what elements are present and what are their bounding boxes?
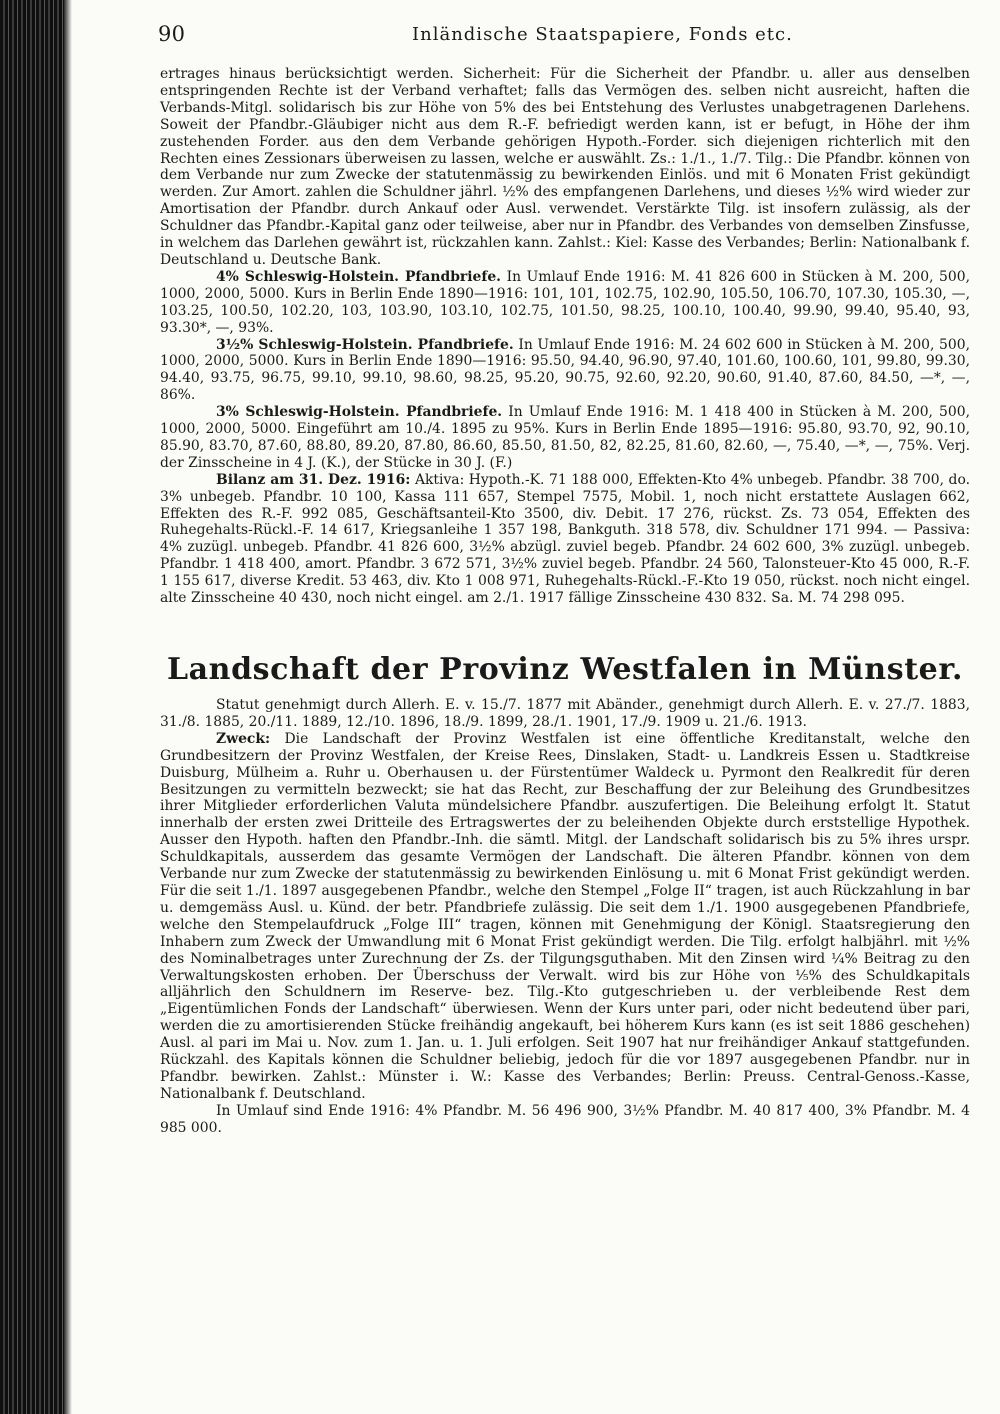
purpose-heading: Zweck: bbox=[216, 730, 271, 747]
document-page bbox=[100, 22, 980, 1402]
book-binding-edge bbox=[0, 0, 64, 1414]
entry-heading: 3½% Schleswig-Holstein. Pfandbriefe. bbox=[216, 336, 514, 353]
balance-heading: Bilanz am 31. Dez. 1916: bbox=[216, 471, 411, 488]
statute-paragraph: Statut genehmigt durch Allerh. E. v. 15./7. 1877 mit Abänder., genehmigt durch Allerh. E. v. 27./7. 1883, 31./8. 1885, 20./11. 1889, 12./10. 1896, 18./9. 1899, 28./1. 1901, 17./9. 1909 u. 21./6. 1913. bbox=[160, 697, 970, 730]
entry-3-5pct-pfandbriefe: 3½% Schleswig-Holstein. Pfandbriefe. In Umlauf Ende 1916: M. 24 602 600 in Stücken à M. 200, 500, 1000, 2000, 5000. Kurs in Berlin Ende 1890—1916: 95.50, 94.40, 96.90, 97.40, 101.60, 100.60, 101, 99.80, 99.30, 94.40, 93.75, 96.75, 99.10, 99.10, 98.60, 98.25, 95.20, 90.75, 92.60, 92.20, 90.60, 91.40, 87.60, 84.50, —*, —, 86%. bbox=[160, 336, 970, 404]
section-title: Landschaft der Provinz Westfalen in Münster. bbox=[166, 652, 964, 687]
circulation-paragraph: In Umlauf sind Ende 1916: 4% Pfandbr. M. 56 496 900, 3½% Pfandbr. M. 40 817 400, 3% Pfandbr. M. 4 985 000. bbox=[160, 1102, 970, 1136]
paragraph-security-terms: ertrages hinaus berücksichtigt werden. Sicherheit: Für die Sicherheit der Pfandbr. u. aller aus denselben entspringenden Rechte ist der Verband verhaftet; falls das Vermögen des. selben nicht ausreicht, haften die Verbands-Mitgl. solidarisch bis zur Höhe von 5% des bei Entstehung des Verlustes unabgetragenen Darlehens. Soweit der Pfandbr.-Gläubiger nicht aus dem R.-F. befriedigt werden kann, ist er befugt, in Höhe der ihm zustehenden Forder. aus den dem Verbande gehörigen Hypoth.-Forder. sich diejenigen richterlich mit den Rechten eines Zessionars überweisen zu lassen, welche er auswählt. Zs.: 1./1., 1./7. Tilg.: Die Pfandbr. können von dem Verbande nur zum Zwecke der statutenmässig zu bewirkenden Einlös. und mit 6 Monaten Frist gekündigt werden. Zur Amort. zahlen die Schuldner jährl. ½% des empfangenen Darlehens, und dieses ½% wird wieder zur Amortisation der Pfandbr. durch Ankauf oder Ausl. verwendet. Verstärkte Tilg. ist insofern zulässig, als der Schuldner das Pfandbr.-Kapital ganz oder teilweise, aber nur in Pfandbr. des Verbandes von demselben Zinsfusse, in welchem das Darlehen gewährt ist, rückzahlen kann. Zahlst.: Kiel: Kasse des Verbandes; Berlin: Nationalbank f. Deutschland u. Deutsche Bank. bbox=[160, 66, 970, 268]
running-title: Inländische Staatspapiere, Fonds etc. bbox=[412, 24, 793, 45]
entry-heading: 3% Schleswig-Holstein. Pfandbriefe. bbox=[216, 404, 503, 421]
entry-3pct-pfandbriefe: 3% Schleswig-Holstein. Pfandbriefe. In Umlauf Ende 1916: M. 1 418 400 in Stücken à M. 200, 500, 1000, 2000, 5000. Eingeführt am 10./4. 1895 zu 95%. Kurs in Berlin Ende 1895—1916: 95.80, 93.70, 92, 90.10, 85.90, 83.70, 87.60, 88.80, 89.20, 87.80, 86.60, 85.50, 81.50, 82, 82.25, 81.60, 82.60, —, 75.40, —*, —, 75%. Verj. der Zinsscheine in 4 J. (K.), der Stücke in 30 J. (F.) bbox=[160, 404, 970, 471]
purpose-paragraph: Zweck: Die Landschaft der Provinz Westfalen ist eine öffentliche Kreditanstalt, welche den Grundbesitzern der Provinz Westfalen, der Kreise Rees, Dinslaken, Stadt- u. Landkreis Essen u. Stadtkreise Duisburg, Mülheim a. Ruhr u. Oberhausen u. der Fürstentümer Waldeck u. Pyrmont den Realkredit für deren Besitzungen zu vermitteln bezweckt; sie hat das Recht, zur Beschaffung der zur Beleihung des Grundbesitzes ihrer Mitglieder erforderlichen Valuta mündelsichere Pfandbr. auszufertigen. Die Beleihung erfolgt lt. Statut innerhalb der ersten zwei Dritteile des Ertragswertes der zu beleihenden Objekte durch erststellige Hypothek. Ausser den Hypoth. haften den Pfandbr.-Inh. die sämtl. Mitgl. der Landschaft solidarisch bis zu 5% ihres urspr. Schuldkapitals, ausserdem das gesamte Vermögen der Landschaft. Die älteren Pfandbr. können von dem Verbande nur zum Zwecke der statutenmässig zu bewirkenden Einlösung u. mit 6 Monat Frist gekündigt werden. Für die seit 1./1. 1897 ausgegebenen Pfandbr., welche den Stempel „Folge II“ tragen, ist auch Rückzahlung in bar u. demgemäss Ausl. u. Künd. der betr. Pfandbriefe zulässig. Die seit dem 1./1. 1900 ausgegebenen Pfandbriefe, welche den Stempelaufdruck „Folge III“ tragen, können mit Genehmigung der Königl. Staatsregierung den Inhabern zum Zweck der Umwandlung mit 6 Monat Frist gekündigt werden. Die Tilg. erfolgt halbjährl. mit ½% des Nominalbetrages unter Zurechnung der Zs. der Tilgungsguthaben. Mit den Zinsen wird ¼% Beitrag zu den Verwaltungskosten erhoben. Der Überschuss der Verwalt. wird bis zur Höhe von ⅕% des Schuldkapitals alljährlich den Schuldnern im Reserve- bez. Tilg.-Kto gutgeschrieben u. der verbleibende Rest dem „Eigentümlichen Fonds der Landschaft“ überwiesen. Wenn der Kurs unter pari, oder nicht bedeutend über pari, werden die zu amortisierenden Stücke freihändig angekauft, bei höherem Kurs kann (es ist seit 1886 geschehen) Ausl. al pari im Mai u. Nov. zum 1. Jan. u. 1. Juli erfolgen. Seit 1907 hat nur freihändiger Ankauf stattgefunden. Rückzahl. des Kapitals können die Schuldner beliebig, jedoch für die vor 1897 ausgegebenen Pfandbr. nur in Pfandbr. bewirken. Zahlst.: Münster i. W.: Kasse des Verbandes; Berlin: Preuss. Central-Genoss.-Kasse, Nationalbank f. Deutschland. bbox=[160, 730, 970, 1102]
page-content bbox=[160, 66, 970, 1137]
balance-sheet: Bilanz am 31. Dez. 1916: Aktiva: Hypoth.-K. 71 188 000, Effekten-Kto 4% unbegeb. Pfandbr. 38 700, do. 3% unbegeb. Pfandbr. 10 100, Kassa 111 657, Stempel 7575, Mobil. 1, noch nicht erstattete Auslagen 662, Effekten des R.-F. 992 085, Geschäftsanteil-Kto 3500, div. Debit. 17 276, rückst. Zs. 73 054, Effekten des Ruhegehalts-Rückl.-F. 14 617, Kriegsanleihe 1 357 198, Bankguth. 318 578, div. Schuldner 171 994. — Passiva: 4% zuzügl. unbegeb. Pfandbr. 41 826 600, 3½% abzügl. zuviel begeb. Pfandbr. 24 602 600, 3% zuzügl. unbegeb. Pfandbr. 1 418 400, amort. Pfandbr. 3 672 571, 3½% zuviel begeb. Pfandbr. 24 560, Talonsteuer-Kto 45 000, R.-F. 1 155 617, diverse Kredit. 53 463, div. Kto 1 008 971, Ruhegehalts-Rückl.-F.-Kto 19 050, rückst. noch nicht eingel. alte Zinsscheine 40 430, noch nicht eingel. am 2./1. 1917 fällige Zinsscheine 430 832. Sa. M. 74 298 095. bbox=[160, 471, 970, 607]
entry-4pct-pfandbriefe: 4% Schleswig-Holstein. Pfandbriefe. In Umlauf Ende 1916: M. 41 826 600 in Stücken à M. 200, 500, 1000, 2000, 5000. Kurs in Berlin Ende 1890—1916: 101, 101, 102.75, 102.90, 105.50, 106.70, 107.30, 105.30, —, 103.25, 100.50, 102.20, 103, 103.90, 103.10, 102.75, 101.50, 98.25, 100.10, 100.40, 99.90, 99.40, 95.40, 93, 93.30*, —, 93%. bbox=[160, 268, 970, 336]
page-header bbox=[100, 22, 980, 56]
entry-heading: 4% Schleswig-Holstein. Pfandbriefe. bbox=[216, 268, 502, 285]
page-number: 90 bbox=[158, 22, 186, 46]
